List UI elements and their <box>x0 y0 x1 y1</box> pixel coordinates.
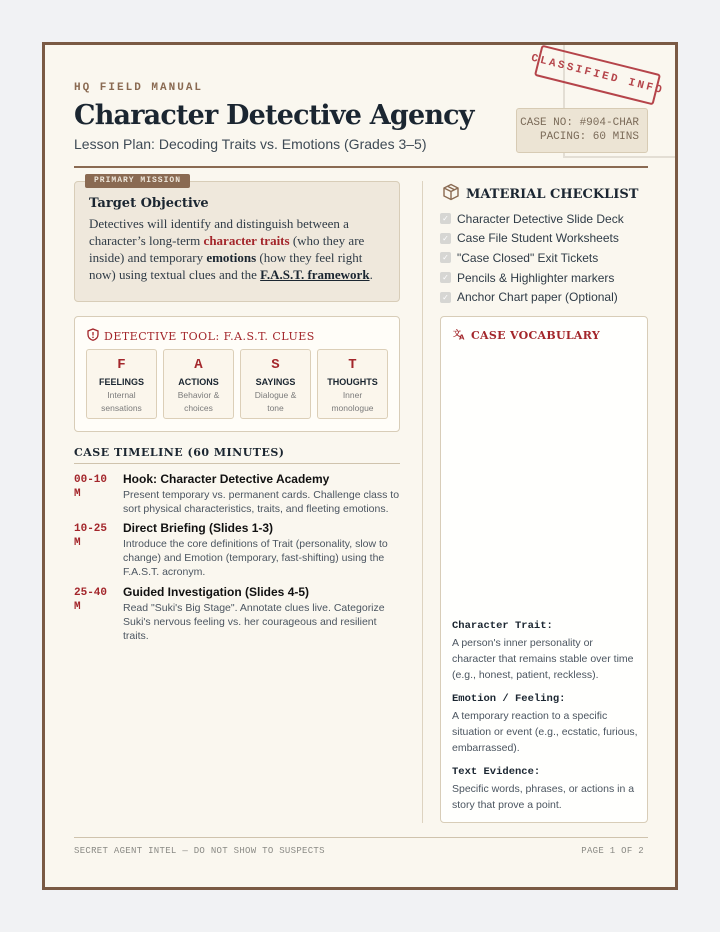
header-divider <box>74 166 648 168</box>
checklist-item[interactable]: ✓ Case File Student Worksheets <box>440 229 624 249</box>
fast-card-sayings: S SAYINGS Dialogue & tone <box>240 349 311 419</box>
objective-tag: PRIMARY MISSION <box>85 174 190 188</box>
fast-heading: DETECTIVE TOOL: F.A.S.T. CLUES <box>87 328 315 344</box>
timeline-time: 00-10 M <box>74 474 108 500</box>
timeline-item-desc: Present temporary vs. permanent cards. Challenge class to sort physical characteristics, traits, and fleeting emotions. <box>123 489 400 515</box>
column-divider <box>422 181 423 823</box>
vocab-definition: A temporary reaction to a specific situation or event (e.g., ecstatic, furious, embarrassed). <box>452 710 638 754</box>
objective-card <box>74 176 400 302</box>
page-title: Character Detective Agency <box>74 100 474 131</box>
objective-heading: Target Objective <box>89 196 209 211</box>
checklist-item[interactable]: ✓ Anchor Chart paper (Optional) <box>440 287 624 307</box>
term-character-traits: character traits <box>203 233 290 248</box>
svg-text:文: 文 <box>453 329 462 338</box>
check-icon[interactable]: ✓ <box>440 292 451 303</box>
eyebrow-label: HQ FIELD MANUAL <box>74 82 204 94</box>
pacing-label: PACING: 60 MINS <box>539 131 639 143</box>
timeline-item-title: Direct Briefing (Slides 1-3) <box>123 521 274 535</box>
fast-card-actions: A ACTIONS Behavior & choices <box>163 349 234 419</box>
timeline-item-title: Hook: Character Detective Academy <box>123 472 330 486</box>
timeline-heading: CASE TIMELINE (60 MINUTES) <box>74 446 285 459</box>
term-emotions: emotions <box>206 250 257 265</box>
timeline-time: 25-40 M <box>74 587 108 613</box>
checklist-item[interactable]: ✓ "Case Closed" Exit Tickets <box>440 248 624 268</box>
footer-divider <box>74 837 648 838</box>
fast-card-thoughts: T THOUGHTS Inner monologue <box>317 349 388 419</box>
case-number: CASE NO: #904-CHAR <box>520 117 639 129</box>
check-icon[interactable]: ✓ <box>440 233 451 244</box>
check-icon[interactable]: ✓ <box>440 272 451 283</box>
timeline-item-desc: Introduce the core definitions of Trait (personality, slow to change) and Emotion (temporary, fast-shifting) using the F.A.S.T. acronym. <box>123 538 388 578</box>
fast-card-feelings: F FEELINGS Internal sensations <box>86 349 157 419</box>
vocab-definition: A person's inner personality or character that remains stable over time (e.g., honest, patient, reckless). <box>452 637 634 681</box>
vocabulary-panel <box>440 316 648 823</box>
vocab-term: Emotion / Feeling: <box>452 693 566 705</box>
vocab-term: Text Evidence: <box>452 766 541 778</box>
vocab-heading: 文 A CASE VOCABULARY <box>453 329 600 342</box>
page-number: PAGE 1 OF 2 <box>581 846 644 856</box>
package-icon <box>442 183 460 205</box>
checklist-item[interactable]: ✓ Pencils & Highlighter markers <box>440 268 624 288</box>
check-icon[interactable]: ✓ <box>440 252 451 263</box>
timeline-item-title: Guided Investigation (Slides 4-5) <box>123 585 310 599</box>
fast-clues-panel <box>74 316 400 432</box>
check-icon[interactable]: ✓ <box>440 213 451 224</box>
objective-text: Detectives will identify and distinguish between a character’s long-term character traits (who they are inside) and temporary emotions (how they feel right now) using textual clues and the F.A.S.T. framework. <box>89 216 373 282</box>
vocab-term: Character Trait: <box>452 620 553 632</box>
material-checklist <box>440 209 624 307</box>
vocab-entries <box>452 620 638 823</box>
page-subtitle: Lesson Plan: Decoding Traits vs. Emotions (Grades 3–5) <box>74 136 427 152</box>
term-fast-framework: F.A.S.T. framework <box>260 267 370 282</box>
checklist-heading: MATERIAL CHECKLIST <box>442 183 638 205</box>
footer-disclaimer: SECRET AGENT INTEL — DO NOT SHOW TO SUSPECTS <box>74 846 325 856</box>
classified-stamp: CLASSIFIED INFO <box>534 45 661 106</box>
case-info-box <box>516 108 648 153</box>
shield-alert-icon <box>87 328 99 344</box>
svg-text:A: A <box>459 333 465 340</box>
checklist-item[interactable]: ✓ Character Detective Slide Deck <box>440 209 624 229</box>
timeline-item-desc: Read "Suki's Big Stage". Annotate clues live. Categorize Suki's nervous feeling vs. her courageous and resilient traits. <box>123 602 385 642</box>
vocab-definition: Specific words, phrases, or actions in a story that prove a point. <box>452 783 635 811</box>
timeline-divider <box>74 463 400 464</box>
lesson-plan-sheet <box>42 42 678 890</box>
timeline-time: 10-25 M <box>74 523 108 549</box>
translate-icon <box>453 328 466 343</box>
